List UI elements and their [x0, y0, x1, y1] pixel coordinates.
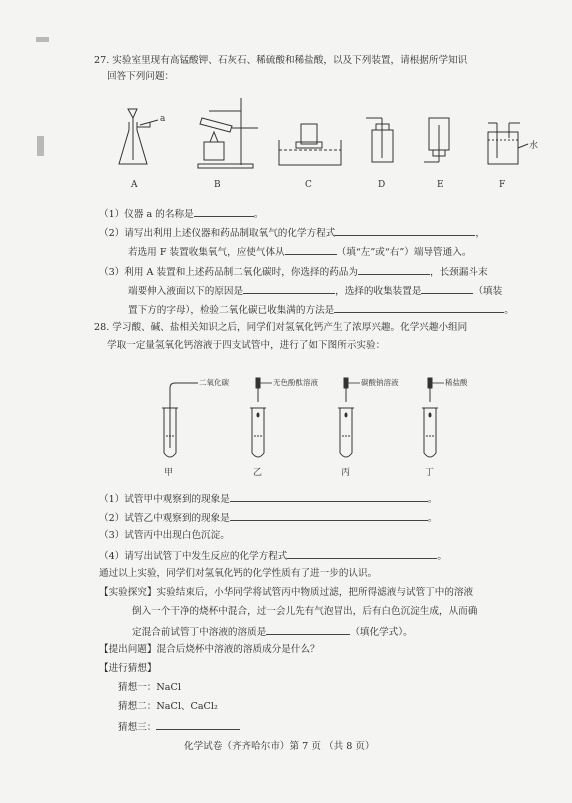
tube-jia-drawing	[162, 383, 198, 457]
q28-line1: 28. 学习酸、碱、盐相关知识之后，同学们对氢氧化钙产生了浓厚兴趣。化学兴趣小组同	[94, 322, 468, 333]
q28-guess3-text: 猜想三：	[118, 722, 157, 733]
apparatus-label-d: D	[378, 180, 386, 190]
q27-sub3-tail: ，长颈漏斗末	[429, 267, 488, 278]
q28-sub2	[99, 510, 437, 525]
q27-sub2-text: （2）请写出利用上述仪器和药品制取氧气的化学方程式	[99, 228, 336, 239]
reagent-dilute-hcl-label: 稀盐酸	[445, 378, 468, 387]
q28-explore-line2: 倒入一个干净的烧杯中混合，过一会儿先有气泡冒出，后有白色沉淀生成，从而确	[132, 606, 478, 617]
q27-line1: 27. 实验室里现有高锰酸钾、石灰石、稀硫酸和稀盐酸，以及下列装置，请根据所学知识	[94, 55, 468, 66]
tube-label-ding: 丁	[425, 468, 435, 478]
q28-guess1: 猜想一：NaCl	[118, 682, 181, 693]
q28-sub3: （3）试管丙中出现白色沉淀。	[99, 530, 230, 541]
q28-sub1-text: （1）试管甲中观察到的现象是	[99, 494, 230, 505]
apparatus-label-e: E	[437, 180, 444, 190]
tube-label-bing: 丙	[341, 468, 351, 478]
q28-sub2-text: （2）试管乙中观察到的现象是	[99, 513, 230, 524]
q28-explore-line1: 【实验探究】实验结束后，小华同学将试管丙中物质过滤，把所得滤液与试管丁中的溶液	[99, 587, 474, 598]
apparatus-label-a: A	[131, 180, 138, 190]
q28-guess3	[118, 719, 240, 734]
q27-sub3c-end: 。	[504, 305, 514, 316]
q28-explore-line3	[132, 624, 413, 639]
q28-sub2-end: 。	[427, 513, 438, 524]
q27-sub2b-text: 若选用 F 装置收集氧气，应使气体从	[128, 247, 285, 258]
q28-sub2-blank[interactable]	[230, 510, 428, 521]
tube-label-jia: 甲	[164, 468, 174, 478]
q27-sub1-end: 。	[253, 209, 264, 220]
q28-sub1-end: 。	[427, 494, 438, 505]
q28-guess3-blank[interactable]	[156, 719, 240, 730]
apparatus-f-water-label: 水	[529, 141, 539, 151]
q27-sub1-text: （1）仪器 a 的名称是	[99, 209, 194, 220]
q27-sub3b-tail: （填装	[473, 286, 503, 297]
q27-sub3c-text: 置下方的字母），检验二氧化碳已收集满的方法是	[128, 305, 335, 316]
q28-line2: 学取一定量氢氧化钙溶液于四支试管中，进行了如下图所示实验：	[107, 340, 386, 351]
q28-explore-line3-tail: （填化学式）。	[350, 627, 413, 638]
q28-explore-blank[interactable]	[266, 624, 350, 635]
apparatus-label-f: F	[499, 180, 506, 190]
q28-sub1	[99, 491, 437, 506]
q27-sub2-end: ，	[475, 228, 485, 239]
q27-sub3-text: （3）利用 A 装置和上述药品制二氧化碳时，你选择的药品为	[99, 267, 358, 278]
q28-summary: 通过以上实验，同学们对氢氧化钙的化学性质有了进一步的认识。	[99, 568, 378, 579]
apparatus-a-part-label: a	[160, 114, 166, 124]
q28-hypothesis-heading: 【进行猜想】	[99, 663, 157, 674]
q28-sub4-text: （4）请写出试管丁中发生反应的化学方程式	[99, 551, 288, 562]
q28-sub1-blank[interactable]	[230, 491, 428, 502]
q28-sub4	[99, 548, 447, 563]
q27-sub3b-text: 端要伸入液面以下的原因是	[128, 286, 244, 297]
q27-sub3b-mid: ，选择的收集装置是	[335, 286, 422, 297]
q28-sub4-blank[interactable]	[287, 548, 437, 559]
q28-sub4-end: 。	[437, 551, 447, 562]
apparatus-label-c: C	[305, 180, 312, 190]
q28-explore-line3-text: 定混合前试管丁中溶液的溶质是	[132, 627, 267, 638]
q27-sub2b-tail: （填“左”或“右”）端导管通入。	[336, 247, 472, 258]
reagent-co2-label: 二氧化碳	[199, 378, 229, 387]
reagent-sodium-carbonate-label: 碳酸钠溶液	[361, 378, 399, 387]
tube-label-yi: 乙	[253, 468, 263, 478]
page-footer: 化学试卷（齐齐哈尔市）第 7 页 （共 8 页）	[184, 741, 375, 752]
q28-question: 【提出问题】混合后烧杯中溶液的溶质成分是什么？	[99, 644, 320, 655]
q28-guess2: 猜想二：NaCl、CaCl₂	[118, 701, 218, 712]
q27-line2: 回答下列问题：	[107, 71, 175, 82]
reagent-phenolphthalein-label: 无色酚酞溶液	[273, 378, 318, 387]
apparatus-label-b: B	[214, 180, 221, 190]
